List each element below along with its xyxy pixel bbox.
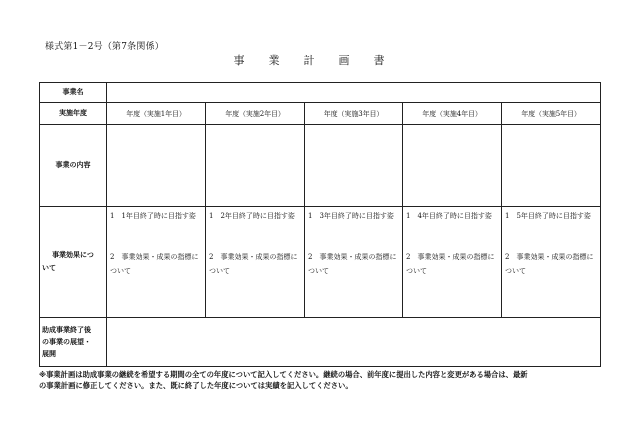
year-3-header: 年度（実施3年目） [305,103,403,125]
year-1-header: 年度（実施1年目） [107,103,206,125]
effect-goal-text: 1 2年目終了時に目指す姿 [209,212,295,220]
note-line-2: の事業計画に修正してください。また、既に終了した年度については実績を記入してください。 [39,381,353,390]
effect-goal-text: 1 3年目終了時に目指す姿 [308,212,394,220]
outlook-label-line-2: の事業の展望・ [42,338,91,346]
document-title: 事業計画書 [233,54,409,67]
project-name-field[interactable] [107,83,601,103]
content-year-4-field[interactable] [403,125,502,207]
effect-indicator-line-1: 2 事業効果・成果の指標に [505,253,594,261]
business-plan-table [39,82,601,367]
effect-indicator-text [505,250,599,278]
outlook-row [40,318,601,367]
effect-label [40,207,107,318]
fiscal-year-row [40,103,601,125]
content-label: 事業の内容 [40,125,107,207]
project-name-row [40,83,601,103]
effect-indicator-line-2: ついて [505,267,526,275]
year-4-header: 年度（実施4年目） [403,103,502,125]
effect-goal-text: 1 5年目終了時に目指す姿 [505,212,591,220]
form-reference: 様式第1－2号（第7条関係） [45,42,164,52]
content-year-1-field[interactable] [107,125,206,207]
effect-goal-text: 1 4年目終了時に目指す姿 [406,212,492,220]
content-year-2-field[interactable] [206,125,305,207]
effect-indicator-text [406,250,500,278]
effect-indicator-line-2: ついて [308,267,329,275]
year-5-header: 年度（実施5年目） [502,103,601,125]
year-2-header: 年度（実施2年目） [206,103,305,125]
effect-indicator-line-2: ついて [406,267,427,275]
effect-indicator-line-2: ついて [209,267,230,275]
outlook-label-line-3: 展開 [42,350,56,358]
content-year-5-field[interactable] [502,125,601,207]
instruction-note [39,369,604,391]
effect-indicator-text [110,250,204,278]
effect-goal-text: 1 1年目終了時に目指す姿 [110,212,196,220]
effect-year-4-field[interactable] [403,207,502,318]
effect-year-5-field[interactable] [502,207,601,318]
note-line-1: ※事業計画は助成事業の継続を希望する期間の全ての年度について記入してください。継続の場合、前年度に提出した内容と変更がある場合は、最新 [39,370,528,379]
effect-row [40,207,601,318]
effect-label-line-2: いて [42,264,56,272]
content-year-3-field[interactable] [305,125,403,207]
effect-indicator-line-1: 2 事業効果・成果の指標に [110,253,199,261]
effect-indicator-text [308,250,402,278]
outlook-field[interactable] [107,318,601,367]
effect-year-2-field[interactable] [206,207,305,318]
outlook-label [40,318,107,367]
effect-indicator-text [209,250,303,278]
effect-indicator-line-2: ついて [110,267,131,275]
effect-indicator-line-1: 2 事業効果・成果の指標に [406,253,495,261]
effect-indicator-line-1: 2 事業効果・成果の指標に [308,253,397,261]
effect-indicator-line-1: 2 事業効果・成果の指標に [209,253,298,261]
effect-label-line-1: 事業効果につ [52,251,94,259]
effect-year-1-field[interactable] [107,207,206,318]
outlook-label-line-1: 助成事業終了後 [42,326,91,334]
project-name-label: 事業名 [40,83,107,103]
content-row [40,125,601,207]
effect-year-3-field[interactable] [305,207,403,318]
fiscal-year-label: 実施年度 [40,103,107,125]
